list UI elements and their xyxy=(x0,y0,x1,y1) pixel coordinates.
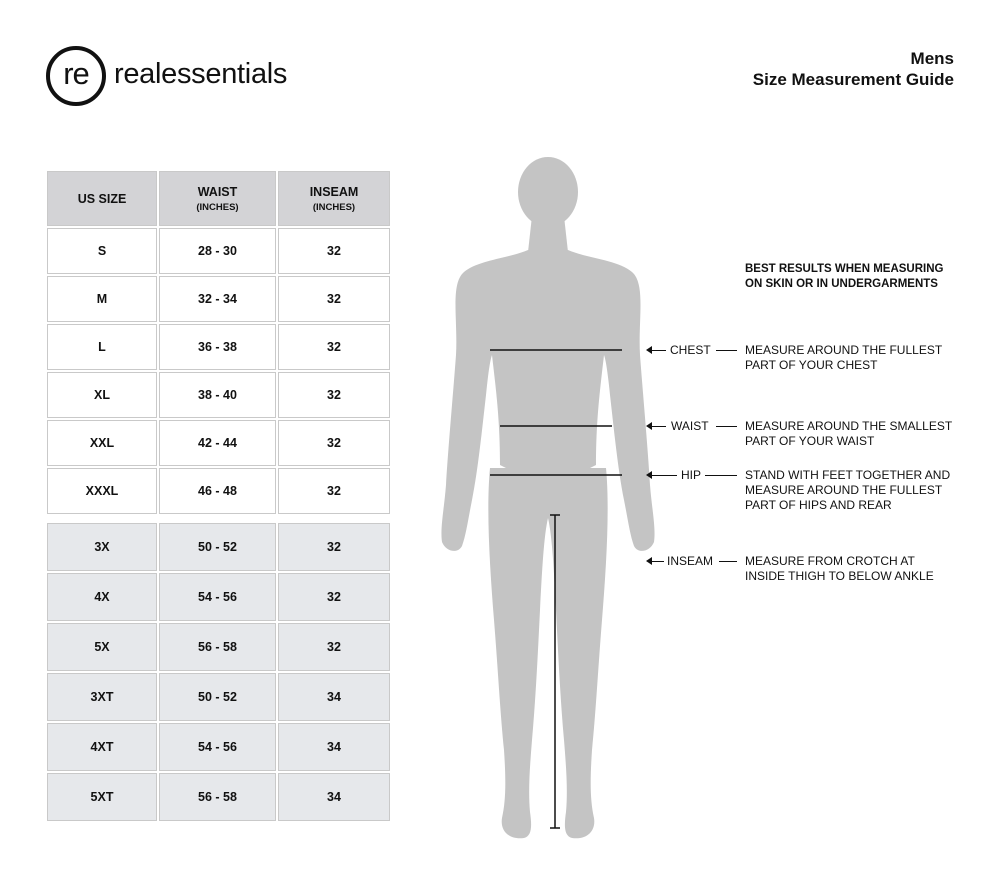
inseam-cell: 32 xyxy=(278,276,390,322)
size-table xyxy=(47,171,390,823)
waist-cell: 54 - 56 xyxy=(159,723,276,771)
size-cell: 3XT xyxy=(47,673,157,721)
inseam-cell: 32 xyxy=(278,420,390,466)
table-row xyxy=(47,523,390,571)
table-row xyxy=(47,623,390,671)
waist-cell: 50 - 52 xyxy=(159,523,276,571)
size-cell: XL xyxy=(47,372,157,418)
chest-label: CHEST xyxy=(670,343,711,357)
waist-cell: 56 - 58 xyxy=(159,623,276,671)
inseam-connector xyxy=(719,561,737,562)
waist-label: WAIST xyxy=(671,419,709,433)
inseam-cell: 32 xyxy=(278,324,390,370)
chest-description: MEASURE AROUND THE FULLEST PART OF YOUR CHEST xyxy=(745,343,943,372)
header-waist: WAIST (INCHES) xyxy=(159,171,276,226)
inseam-cell: 32 xyxy=(278,228,390,274)
waist-cell: 28 - 30 xyxy=(159,228,276,274)
title-line-2: Size Measurement Guide xyxy=(752,70,954,89)
chest-arrow-line xyxy=(652,350,666,351)
size-cell: 5X xyxy=(47,623,157,671)
size-cell: M xyxy=(47,276,157,322)
waist-cell: 50 - 52 xyxy=(159,673,276,721)
size-cell: 4X xyxy=(47,573,157,621)
waist-cell: 32 - 34 xyxy=(159,276,276,322)
waist-cell: 56 - 58 xyxy=(159,773,276,821)
table-row xyxy=(47,673,390,721)
table-row xyxy=(47,468,390,514)
standard-size-rows xyxy=(47,228,390,514)
inseam-cell: 32 xyxy=(278,573,390,621)
hip-description: STAND WITH FEET TOGETHER AND MEASURE AROUND THE FULLEST PART OF HIPS AND REAR xyxy=(745,468,951,512)
size-cell: S xyxy=(47,228,157,274)
inseam-cell: 34 xyxy=(278,773,390,821)
waist-connector xyxy=(716,426,737,427)
size-cell: L xyxy=(47,324,157,370)
body-silhouette xyxy=(420,150,710,850)
size-cell: 5XT xyxy=(47,773,157,821)
table-row xyxy=(47,773,390,821)
table-row xyxy=(47,276,390,322)
inseam-cell: 32 xyxy=(278,372,390,418)
table-row xyxy=(47,228,390,274)
measuring-tip xyxy=(745,262,944,292)
table-header-row xyxy=(47,171,390,226)
table-row xyxy=(47,324,390,370)
size-cell: 4XT xyxy=(47,723,157,771)
size-cell: XXXL xyxy=(47,468,157,514)
hip-label: HIP xyxy=(681,468,702,482)
inseam-cell: 32 xyxy=(278,623,390,671)
tip-line-2: ON SKIN OR IN UNDERGARMENTS xyxy=(745,278,938,290)
waist-cell: 38 - 40 xyxy=(159,372,276,418)
waist-cell: 46 - 48 xyxy=(159,468,276,514)
waist-description: MEASURE AROUND THE SMALLEST PART OF YOUR WAIST xyxy=(745,419,953,448)
table-row xyxy=(47,723,390,771)
inseam-label: INSEAM xyxy=(667,554,714,568)
logo-wordmark: realessentials xyxy=(114,57,288,90)
table-row xyxy=(47,372,390,418)
inseam-cell: 32 xyxy=(278,468,390,514)
waist-cell: 36 - 38 xyxy=(159,324,276,370)
waist-cell: 42 - 44 xyxy=(159,420,276,466)
header-inseam: INSEAM (INCHES) xyxy=(278,171,390,226)
hip-arrow-line xyxy=(652,475,677,476)
inseam-arrow-line xyxy=(652,561,664,562)
page-title xyxy=(753,48,954,90)
inseam-cell: 34 xyxy=(278,723,390,771)
logo-mark xyxy=(46,46,106,106)
chest-connector xyxy=(716,350,737,351)
size-cell: 3X xyxy=(47,523,157,571)
hip-connector xyxy=(705,475,737,476)
title-line-1: Mens xyxy=(910,49,954,68)
header-us-size: US SIZE xyxy=(47,171,157,226)
logo-mark-text: re xyxy=(63,56,89,91)
waist-cell: 54 - 56 xyxy=(159,573,276,621)
brand-logo xyxy=(46,46,287,106)
size-cell: XXL xyxy=(47,420,157,466)
silhouette-shape xyxy=(441,157,654,838)
tip-line-1: BEST RESULTS WHEN MEASURING xyxy=(745,263,944,275)
inseam-cell: 34 xyxy=(278,673,390,721)
waist-arrow-line xyxy=(652,426,666,427)
extended-size-rows xyxy=(47,523,390,821)
table-row xyxy=(47,573,390,621)
inseam-cell: 32 xyxy=(278,523,390,571)
table-row xyxy=(47,420,390,466)
inseam-description: MEASURE FROM CROTCH AT INSIDE THIGH TO BELOW ANKLE xyxy=(745,554,934,583)
